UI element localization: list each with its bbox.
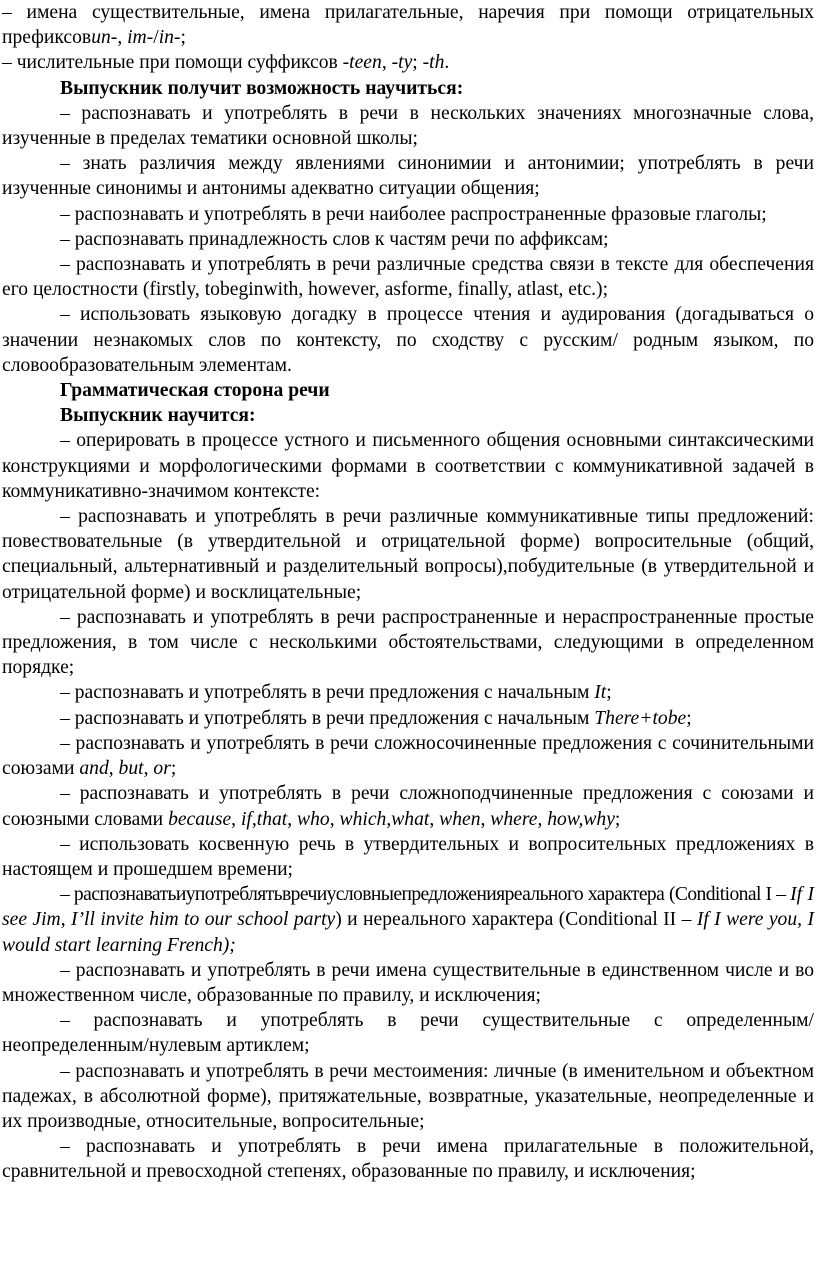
italic-text: and — [79, 758, 109, 780]
text-run: , — [143, 758, 154, 780]
text-run: – распознавать и употреблять в речи распространенные и нераспространенные простые предложения, в том числе с несколькими обстоятельствами, следующими в определенном порядке; — [2, 606, 814, 679]
italic-text: It — [594, 682, 607, 704]
text-run: , — [480, 808, 491, 830]
text-run: – использовать косвенную речь в утвердительных и вопросительных предложениях в настоящем и прошедшем времени; — [2, 833, 814, 880]
text-run: , — [231, 808, 241, 830]
text-run: – распознавать и употреблять в речи предложения с начальным — [60, 682, 595, 704]
italic-text: teen — [349, 52, 382, 74]
text-run: – распознавать принадлежность слов к частям речи по аффиксам; — [60, 228, 609, 250]
text-run: – распознавать и употреблять в речи в нескольких значениях многозначные слова, изученные в пределах тематики основной школы; — [2, 102, 814, 150]
text-run: ; — [180, 27, 186, 49]
italic-text: ty — [398, 52, 413, 74]
text-run: Выпускник научится: — [60, 405, 256, 427]
italic-text: If I see Jim, I’ll invite him to our school party — [2, 884, 814, 931]
text-run: – распознавать и употреблять в речи имена прилагательные в положительной, сравнительной и превосходной степенях, образованные по правилу, и исключения; — [2, 1136, 814, 1183]
text-paragraph — [2, 1008, 814, 1058]
text-run: , — [287, 808, 298, 830]
text-run: ; — [686, 707, 692, 729]
italic-text: th — [429, 52, 445, 74]
italic-text: in- — [158, 27, 181, 49]
section-heading — [2, 76, 814, 101]
text-paragraph — [2, 781, 814, 831]
section-heading — [2, 403, 814, 428]
text-run: – оперировать в процессе устного и письменного общения основными синтаксическими конструкциями и морфологическими формами в соответствии с коммуникативной задачей в коммуникативно-значимом контексте: — [2, 430, 814, 502]
text-run: – распознавать и употреблять в речи сложносочиненные предложения с сочинительными союзами — [2, 732, 814, 780]
italic-text: that — [256, 808, 288, 830]
italic-text: when — [439, 808, 481, 830]
text-run: – имена существительные, имена прилагательные, наречия при помощи отрицательных префиксов — [2, 2, 814, 49]
italic-text: un- — [91, 27, 118, 49]
text-run: , — [386, 808, 392, 830]
text-paragraph — [2, 1134, 814, 1184]
italic-text: where, how,why — [490, 808, 615, 830]
text-run: , — [329, 808, 340, 830]
section-heading — [2, 378, 814, 403]
italic-text: which — [339, 808, 387, 830]
text-paragraph — [2, 832, 814, 882]
text-paragraph — [2, 1059, 814, 1135]
text-paragraph — [2, 202, 814, 227]
text-run: , — [108, 758, 119, 780]
text-run: – распознаватьиупотреблятьвречиусловныепредложенияреального характера (Conditional I – — [60, 884, 791, 906]
text-paragraph — [2, 50, 814, 75]
text-run: – распознавать и употреблять в речи предложения с начальным — [60, 707, 595, 729]
italic-text: If I were you, I would start learning French); — [2, 909, 814, 956]
text-paragraph — [2, 731, 814, 781]
italic-text: but — [118, 758, 144, 780]
text-run: Грамматическая сторона речи — [60, 380, 330, 402]
text-run: – распознавать и употреблять в речи наиболее распространенные фразовые глаголы; — [60, 203, 767, 225]
text-run: – распознавать и употреблять в речи сложноподчиненные предложения с союзами и союзными словами — [2, 783, 814, 830]
text-paragraph — [2, 680, 814, 705]
italic-text: im- — [127, 27, 154, 49]
italic-text: who — [297, 808, 330, 830]
text-paragraph — [2, 958, 814, 1008]
text-paragraph — [2, 882, 814, 958]
text-paragraph — [2, 0, 814, 50]
text-run: . — [444, 52, 450, 74]
italic-text: There+tobe — [594, 707, 687, 729]
text-run: – числительные при помощи суффиксов - — [2, 52, 350, 74]
text-paragraph — [2, 428, 814, 504]
text-run: ; - — [412, 52, 430, 74]
text-run: ; — [606, 682, 612, 704]
text-run: ) и нереального характера (Conditional II – — [335, 909, 697, 931]
text-run: , — [251, 808, 257, 830]
text-paragraph — [2, 302, 814, 378]
text-run: – знать различия между явлениями синонимии и антонимии; употреблять в речи изученные синонимы и антонимы адекватно ситуации общения; — [2, 153, 814, 200]
text-paragraph — [2, 706, 814, 731]
text-run: , - — [381, 52, 399, 74]
text-run: , — [117, 27, 128, 49]
text-run: – распознавать и употреблять в речи имена существительные в единственном числе и во множественном числе, образованные по правилу, и исключения; — [2, 959, 814, 1006]
text-run: – распознавать и употреблять в речи местоимения: личные (в именительном и объектном падежах, в абсолютной форме), притяжательные, возвратные, указательные, неопределенные и их производные, относительные, вопросительные; — [2, 1060, 814, 1132]
text-run: , — [429, 808, 440, 830]
text-run: – использовать языковую догадку в процессе чтения и аудирования (догадываться о значении незнакомых слов по контексту, по сходству с русским/ родным языком, по словообразовательным элементам. — [2, 304, 814, 376]
text-run: ; — [170, 758, 177, 780]
text-run: – распознавать и употреблять в речи существительные с определенным/ неопределенным/нулевым артиклем; — [2, 1010, 814, 1057]
text-run: – распознавать и употреблять в речи различные средства связи в тексте для обеспечения его целостности (firstly, tobeginwith, however, asforme, finally, atlast, etc.); — [2, 254, 814, 301]
italic-text: or — [153, 758, 171, 780]
text-run: – распознавать и употреблять в речи различные коммуникативные типы предложений: повествовательные (в утвердительной и отрицательной форме) вопросительные (общий, специальный, альтернативный и разделительный вопросы),побудительные (в утвердительной и отрицательной форме) и восклицательные; — [2, 506, 814, 603]
text-run: ; — [614, 808, 621, 830]
text-run: Выпускник получит возможность научиться: — [60, 77, 464, 99]
text-run: / — [153, 27, 159, 49]
italic-text: because — [168, 808, 232, 830]
italic-text: what — [391, 808, 430, 830]
text-paragraph — [2, 151, 814, 201]
text-paragraph — [2, 101, 814, 151]
text-paragraph — [2, 252, 814, 302]
text-paragraph — [2, 605, 814, 681]
text-paragraph — [2, 504, 814, 605]
italic-text: if — [240, 808, 252, 830]
text-paragraph — [2, 227, 814, 252]
